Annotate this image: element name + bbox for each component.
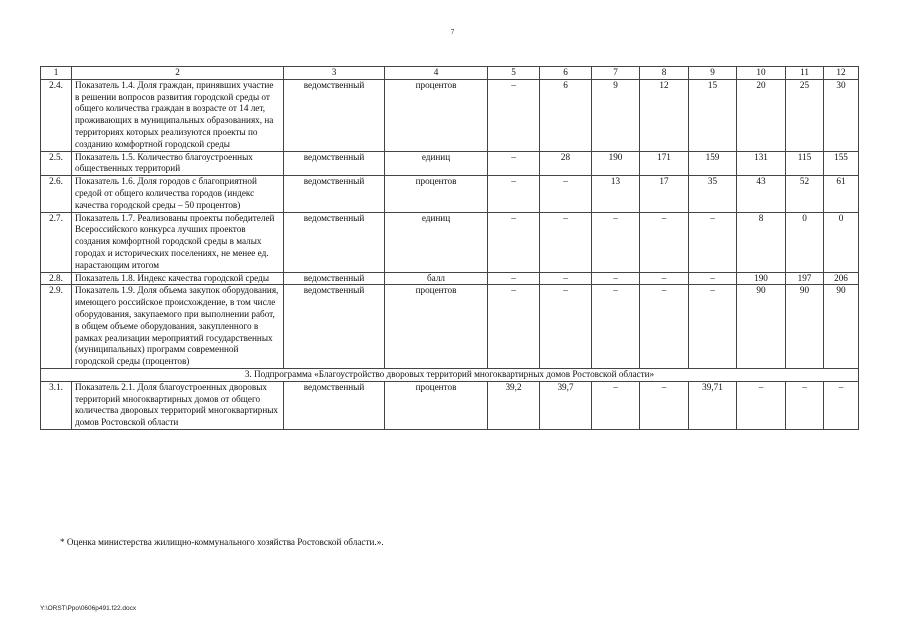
indicator-description: Показатель 1.4. Доля граждан, принявших участие в решении вопросов развития городской среды от общего количества граждан в возрасте от 14 лет, проживающих в муниципальных образованиях, на территориях которых реализуются проекты по созданию комфортной городской среды [72, 79, 284, 151]
indicator-unit: процентов [385, 176, 488, 212]
indicators-table [40, 66, 859, 430]
header-cell: 5 [488, 67, 540, 80]
row-number: 3.1. [41, 381, 72, 429]
value-cell: – [540, 176, 592, 212]
value-cell: 197 [786, 272, 824, 285]
value-cell: – [540, 285, 592, 369]
value-cell: – [689, 212, 737, 272]
value-cell: – [488, 212, 540, 272]
header-cell: 6 [540, 67, 592, 80]
row-number: 2.6. [41, 176, 72, 212]
value-cell: 190 [592, 151, 640, 176]
header-cell: 11 [786, 67, 824, 80]
indicator-type: ведомственный [284, 212, 385, 272]
value-cell: – [689, 272, 737, 285]
value-cell: 155 [824, 151, 859, 176]
value-cell: – [592, 272, 640, 285]
value-cell: 20 [737, 79, 786, 151]
header-cell: 3 [284, 67, 385, 80]
row-number: 2.9. [41, 285, 72, 369]
section-row [41, 368, 859, 381]
header-cell: 12 [824, 67, 859, 80]
value-cell: 12 [640, 79, 689, 151]
table-row [41, 151, 859, 176]
value-cell: – [540, 212, 592, 272]
value-cell: 0 [786, 212, 824, 272]
value-cell: 90 [786, 285, 824, 369]
header-cell: 10 [737, 67, 786, 80]
indicator-type: ведомственный [284, 272, 385, 285]
value-cell: – [488, 151, 540, 176]
value-cell: 171 [640, 151, 689, 176]
value-cell: 43 [737, 176, 786, 212]
table-row [41, 381, 859, 429]
indicator-description: Показатель 1.9. Доля объема закупок оборудования, имеющего российское происхождение, в том числе оборудования, закупаемого при выполнении работ, в общем объеме оборудования, закупленного в рамках реализации мероприятий государственных (муниципальных) программ современной городской среды (процентов) [72, 285, 284, 369]
value-cell: – [640, 212, 689, 272]
value-cell: – [488, 79, 540, 151]
section-title: 3. Подпрограмма «Благоустройство дворовых территорий многоквартирных домов Ростовской области» [41, 368, 859, 381]
row-number: 2.8. [41, 272, 72, 285]
header-cell: 2 [72, 67, 284, 80]
indicator-unit: балл [385, 272, 488, 285]
value-cell: – [488, 272, 540, 285]
value-cell: 35 [689, 176, 737, 212]
value-cell: – [737, 381, 786, 429]
indicator-description: Показатель 1.6. Доля городов с благоприятной средой от общего количества городов (индекс качества городской среды – 50 процентов) [72, 176, 284, 212]
value-cell: – [488, 176, 540, 212]
value-cell: 17 [640, 176, 689, 212]
value-cell: 61 [824, 176, 859, 212]
indicator-description: Показатель 1.8. Индекс качества городской среды [72, 272, 284, 285]
indicator-type: ведомственный [284, 285, 385, 369]
value-cell: – [592, 212, 640, 272]
value-cell: 8 [737, 212, 786, 272]
header-cell: 1 [41, 67, 72, 80]
indicator-type: ведомственный [284, 381, 385, 429]
value-cell: 28 [540, 151, 592, 176]
table-row [41, 79, 859, 151]
value-cell: 13 [592, 176, 640, 212]
value-cell: 9 [592, 79, 640, 151]
indicator-description: Показатель 1.5. Количество благоустроенных общественных территорий [72, 151, 284, 176]
page-number: 7 [450, 28, 455, 36]
file-path: Y:\ORST\Ppo\0606p491.f22.docx [40, 605, 137, 612]
row-number: 2.4. [41, 79, 72, 151]
value-cell: 6 [540, 79, 592, 151]
row-number: 2.7. [41, 212, 72, 272]
header-cell: 4 [385, 67, 488, 80]
value-cell: – [540, 272, 592, 285]
header-cell: 8 [640, 67, 689, 80]
indicator-unit: единиц [385, 151, 488, 176]
table-row [41, 176, 859, 212]
value-cell: 115 [786, 151, 824, 176]
indicator-description: Показатель 2.1. Доля благоустроенных дворовых территорий многоквартирных домов от общего количества дворовых территорий многоквартирных домов Ростовской области [72, 381, 284, 429]
footnote: * Оценка министерства жилищно-коммунального хозяйства Ростовской области.». [60, 537, 384, 547]
table-row [41, 272, 859, 285]
indicator-unit: процентов [385, 79, 488, 151]
header-cell: 9 [689, 67, 737, 80]
indicator-unit: процентов [385, 285, 488, 369]
row-number: 2.5. [41, 151, 72, 176]
value-cell: 190 [737, 272, 786, 285]
value-cell: 52 [786, 176, 824, 212]
value-cell: 90 [824, 285, 859, 369]
value-cell: – [592, 285, 640, 369]
value-cell: – [689, 285, 737, 369]
indicator-type: ведомственный [284, 79, 385, 151]
value-cell: – [592, 381, 640, 429]
indicator-unit: единиц [385, 212, 488, 272]
value-cell: 39,71 [689, 381, 737, 429]
table-row [41, 212, 859, 272]
value-cell: 30 [824, 79, 859, 151]
value-cell: 15 [689, 79, 737, 151]
value-cell: 0 [824, 212, 859, 272]
value-cell: – [488, 285, 540, 369]
table-header-row [41, 67, 859, 80]
indicator-unit: процентов [385, 381, 488, 429]
value-cell: 25 [786, 79, 824, 151]
value-cell: 90 [737, 285, 786, 369]
table-row [41, 285, 859, 369]
value-cell: 159 [689, 151, 737, 176]
indicator-type: ведомственный [284, 176, 385, 212]
value-cell: 39,7 [540, 381, 592, 429]
indicator-description: Показатель 1.7. Реализованы проекты победителей Всероссийского конкурса лучших проектов создания комфортной городской среды в малых городах и исторических поселениях, не менее ед. нарастающим итогом [72, 212, 284, 272]
value-cell: – [640, 272, 689, 285]
value-cell: – [640, 285, 689, 369]
value-cell: – [824, 381, 859, 429]
value-cell: 39,2 [488, 381, 540, 429]
value-cell: – [640, 381, 689, 429]
value-cell: 206 [824, 272, 859, 285]
indicator-type: ведомственный [284, 151, 385, 176]
value-cell: – [786, 381, 824, 429]
header-cell: 7 [592, 67, 640, 80]
value-cell: 131 [737, 151, 786, 176]
